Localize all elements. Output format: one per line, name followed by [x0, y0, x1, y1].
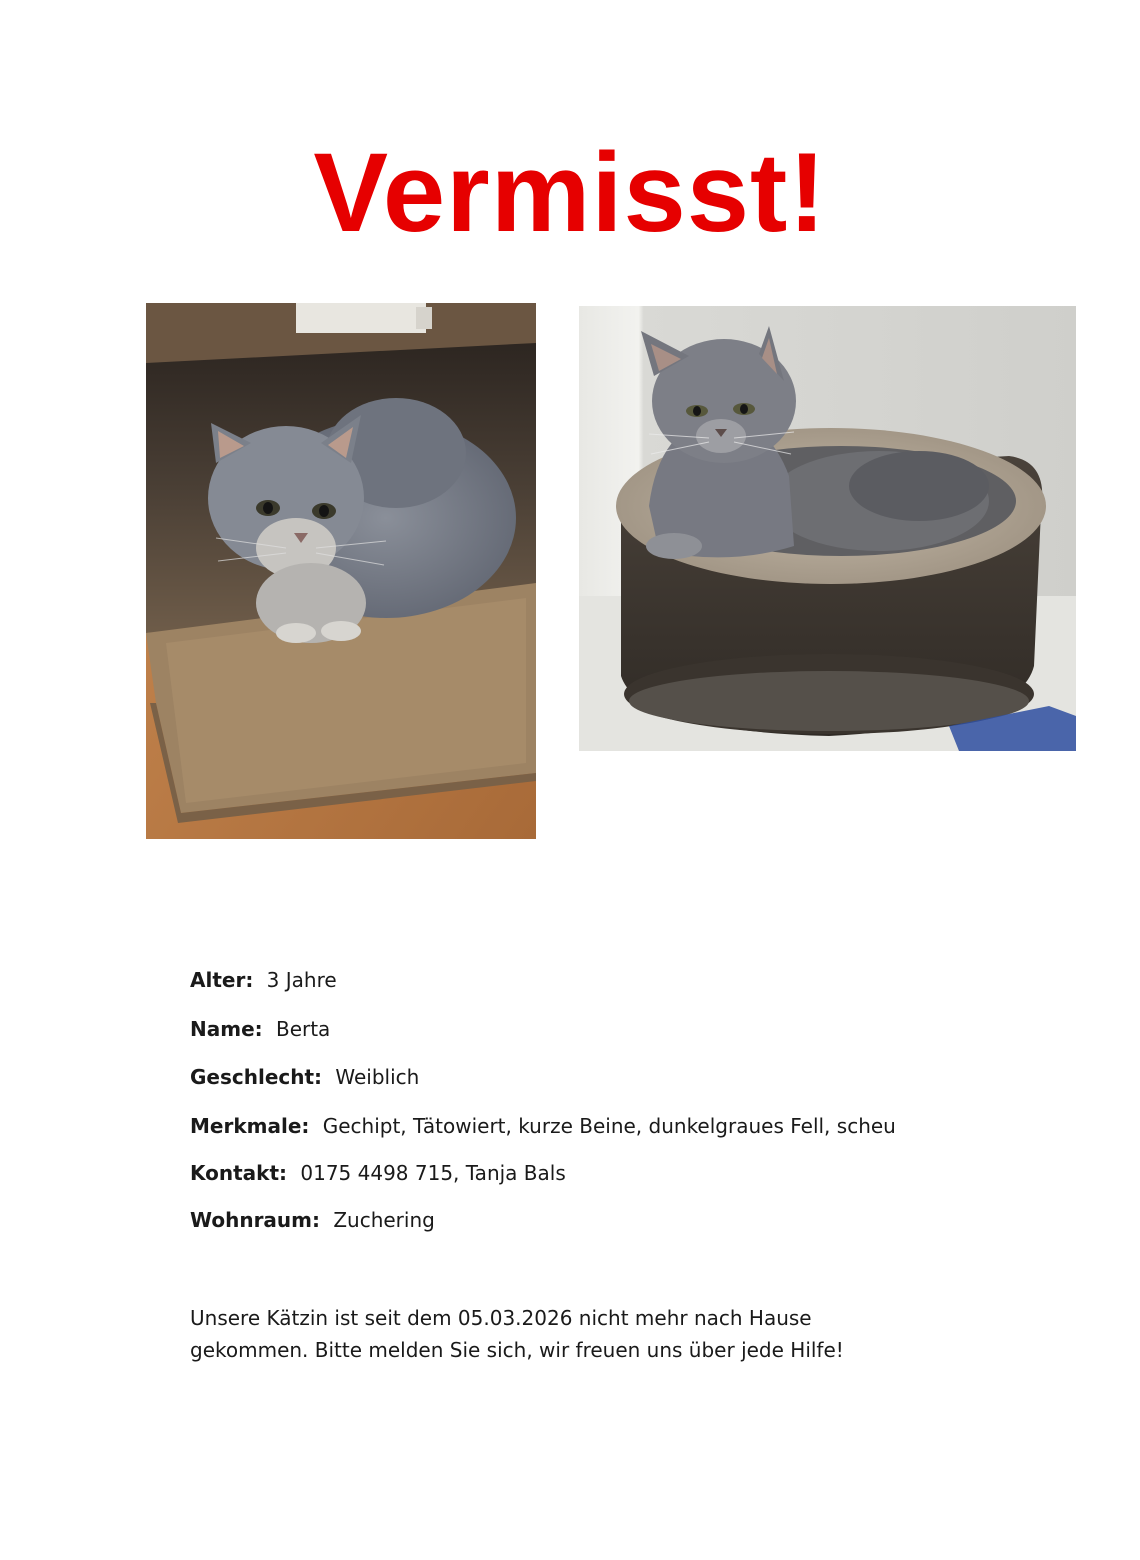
detail-value: Zuchering [333, 1208, 435, 1232]
detail-label: Geschlecht: [190, 1065, 330, 1089]
detail-label: Merkmale: [190, 1114, 317, 1138]
detail-features [190, 1114, 896, 1138]
message-line-2: gekommen. Bitte melden Sie sich, wir freuen uns über jede Hilfe! [190, 1338, 844, 1362]
detail-name [190, 1017, 330, 1041]
detail-value: 0175 4498 715, Tanja Bals [300, 1161, 566, 1185]
detail-contact [190, 1161, 566, 1185]
detail-value: 3 Jahre [266, 968, 337, 992]
page-title: Vermisst! [313, 130, 827, 255]
detail-value: Gechipt, Tätowiert, kurze Beine, dunkelgraues Fell, scheu [322, 1114, 896, 1138]
cat-photo-box [146, 303, 536, 839]
message-line-1: Unsere Kätzin ist seit dem 05.03.2026 nicht mehr nach Hause [190, 1306, 812, 1330]
cat-photo-bed [579, 306, 1076, 751]
detail-label: Alter: [190, 968, 261, 992]
detail-residence [190, 1208, 435, 1232]
detail-age [190, 968, 337, 992]
detail-label: Name: [190, 1017, 270, 1041]
missing-message [190, 1302, 950, 1366]
detail-label: Wohnraum: [190, 1208, 327, 1232]
detail-sex [190, 1065, 419, 1089]
detail-label: Kontakt: [190, 1161, 295, 1185]
detail-value: Berta [275, 1017, 331, 1041]
detail-value: Weiblich [335, 1065, 420, 1089]
